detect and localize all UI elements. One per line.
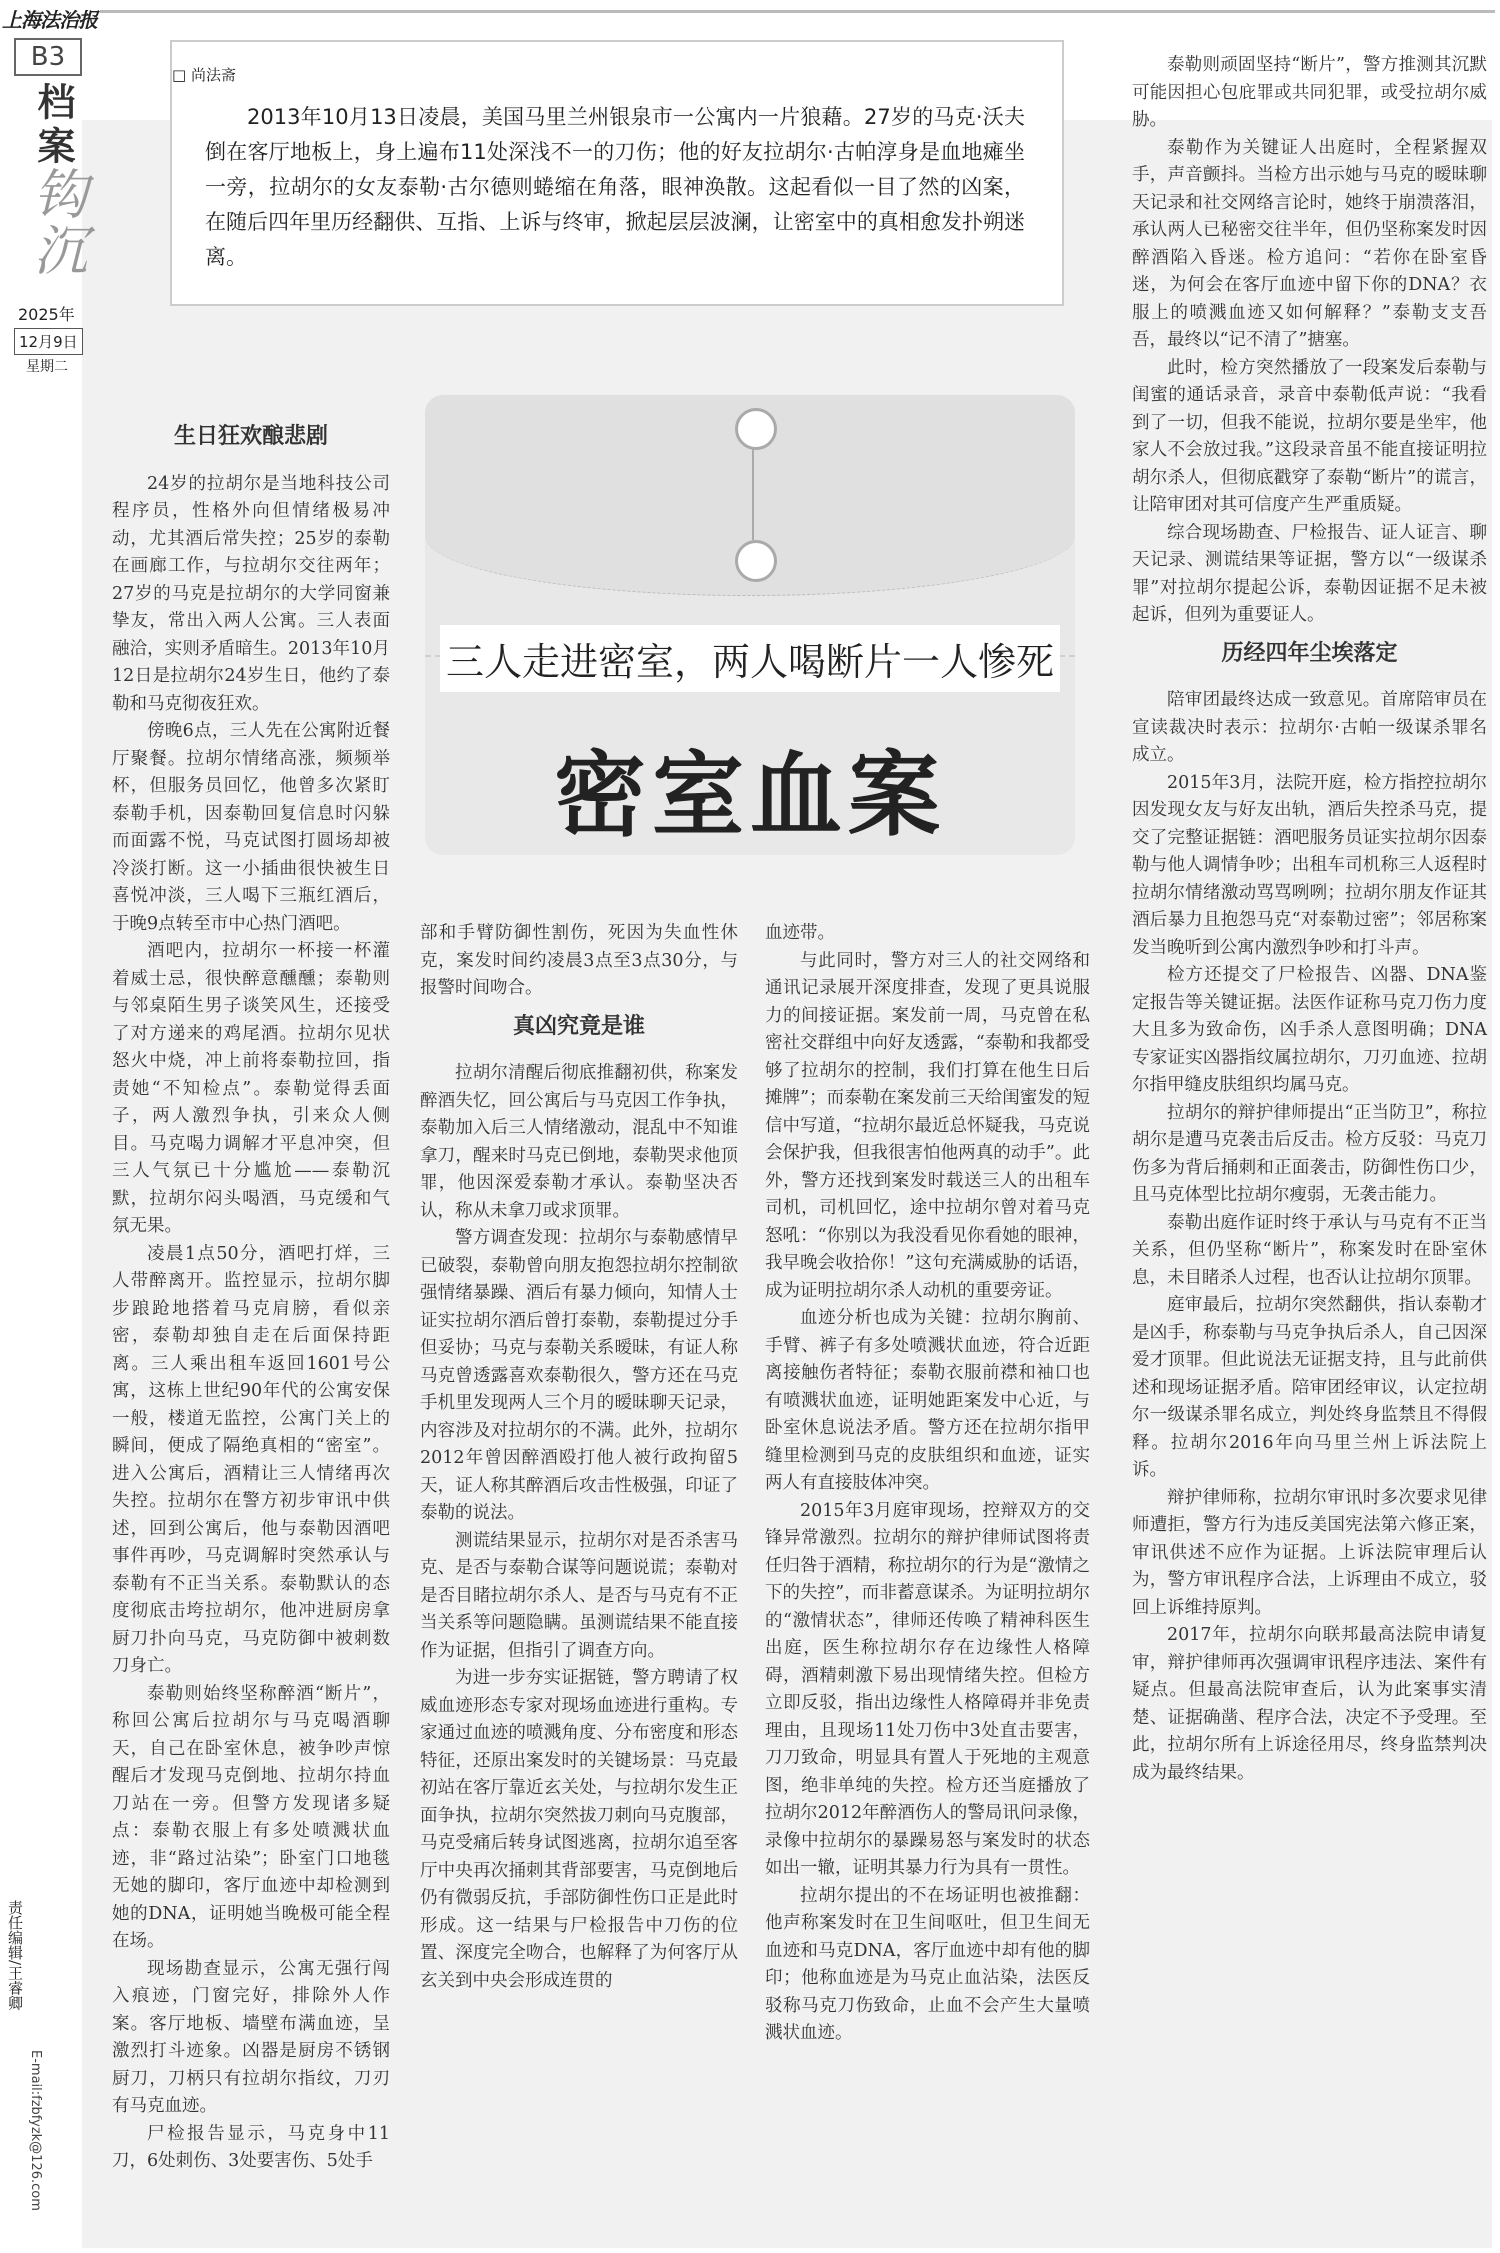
section-name-b: 钩沉	[25, 166, 88, 278]
paragraph: 血迹分析也成为关键：拉胡尔胸前、手臂、裤子有多处喷溅状血迹，符合近距离接触伤者特征；泰勒衣服前襟和袖口也有喷溅状血迹，证明她距案发中心近，与卧室休息说法矛盾。警方还在拉胡尔指甲缝里检测到马克的皮肤组织和血迹，证实两人有直接肢体冲突。	[765, 1308, 1090, 1493]
column-1	[112, 424, 390, 2176]
paragraph: 酒吧内，拉胡尔一杯接一杯灌着威士忌，很快醉意醺醺；泰勒则与邻桌陌生男子谈笑风生，还接受了对方递来的鸡尾酒。拉胡尔见状怒火中烧，冲上前将泰勒拉回，指责她“不知检点”。泰勒觉得丢面子，两人激烈争执，引来众人侧目。马克喝力调解才平息冲突，但三人气氛已十分尴尬——泰勒沉默，拉胡尔闷头喝酒，马克缓和气氛无果。	[112, 941, 390, 1236]
page-number: B3	[14, 38, 82, 76]
paragraph: 2017年，拉胡尔向联邦最高法院申请复审，辩护律师再次强调审讯程序违法、案件有疑点。但最高法院审查后，认为此案事实清楚、证据确凿、程序合法，决定不予受理。至此，拉胡尔所有上诉途径用尽，终身监禁判决成为最终结果。	[1132, 1625, 1487, 1783]
date-year: 2025年	[18, 305, 75, 324]
folder-string	[752, 444, 754, 540]
paragraph: 现场勘查显示，公寓无强行闯入痕迹，门窗完好，排除外人作案。客厅地板、墙壁布满血迹，呈激烈打斗迹象。凶器是厨房不锈钢厨刀，刀柄只有拉胡尔指纹，刀刃有马克血迹。	[112, 1958, 390, 2116]
paragraph: 拉胡尔的辩护律师提出“正当防卫”，称拉胡尔是遭马克袭击后反击。检方反驳：马克刀伤多为背后捅刺和正面袭击，防御性伤口少，且马克体型比拉胡尔瘦弱，无袭击能力。	[1132, 1102, 1487, 1205]
paragraph: 辩护律师称，拉胡尔审讯时多次要求见律师遭拒，警方行为违反美国宪法第六修正案，审讯供述不应作为证据。上诉法院审理后认为，警方审讯程序合法，上诉理由不成立，驳回上诉维持原判。	[1132, 1487, 1487, 1618]
column-2	[420, 920, 738, 1995]
paragraph: 部和手臂防御性割伤，死因为失血性休克，案发时间约凌晨3点至3点30分，与报警时间吻合。	[420, 923, 738, 998]
author-byline: □ 尚法斋	[172, 66, 236, 84]
top-rule	[100, 10, 1495, 13]
folder-button-icon	[735, 540, 777, 582]
paragraph: 血迹带。	[765, 923, 835, 943]
date-weekday: 星期二	[26, 359, 68, 375]
paragraph: 2015年3月，法院开庭，检方指控拉胡尔因发现女友与好友出轨，酒后失控杀马克，提交了完整证据链：酒吧服务员证实拉胡尔因泰勒与他人调情争吵；出租车司机称三人返程时拉胡尔情绪激动骂骂咧咧；拉胡尔朋友作证其酒后暴力且抱怨马克“对泰勒过密”；邻居称案发当晚听到公寓内激烈争吵和打斗声。	[1132, 772, 1487, 958]
paragraph: 陪审团最终达成一致意见。首席陪审员在宣读裁决时表示：拉胡尔·古帕一级谋杀罪名成立。	[1132, 690, 1487, 765]
paragraph: 庭审最后，拉胡尔突然翻供，指认泰勒才是凶手，称泰勒与马克争执后杀人，自己因深爱才顶罪。但此说法无证据支持，且与此前供述和现场证据矛盾。陪审团经审议，认定拉胡尔一级谋杀罪名成立，判处终身监禁且不得假释。拉胡尔2016年向马里兰州上诉法院上诉。	[1132, 1295, 1487, 1480]
paragraph: 傍晚6点，三人先在公寓附近餐厅聚餐。拉胡尔情绪高涨，频频举杯，但服务员回忆，他曾多次紧盯泰勒手机，因泰勒回复信息时闪躲而面露不悦，马克试图打圆场却被冷淡打断。这一小插曲很快被生日喜悦冲淡，三人喝下三瓶红酒后，于晚9点转至市中心热门酒吧。	[112, 721, 390, 934]
paragraph: 此时，检方突然播放了一段案发后泰勒与闺蜜的通话录音，录音中泰勒低声说：“我看到了一切，但我不能说，拉胡尔要是坐牢，他家人不会放过我。”这段录音虽不能直接证明拉胡尔杀人，但彻底戳穿了泰勒“断片”的谎言，让陪审团对其可信度产生严重质疑。	[1132, 357, 1487, 515]
column-3	[765, 920, 1090, 2048]
paragraph: 24岁的拉胡尔是当地科技公司程序员，性格外向但情绪极易冲动，尤其酒后常失控；25岁的泰勒在画廊工作，与拉胡尔交往两年；27岁的马克是拉胡尔的大学同窗兼挚友，常出入两人公寓。三人表面融洽，实则矛盾暗生。2013年10月12日是拉胡尔24岁生日，他约了泰勒和马克彻夜狂欢。	[112, 473, 390, 714]
paragraph: 检方还提交了尸检报告、凶器、DNA鉴定报告等关键证据。法医作证称马克刀伤力度大且多为致命伤，凶手杀人意图明确；DNA专家证实凶器指纹属拉胡尔，刀刃血迹、拉胡尔指甲缝皮肤组织均属马克。	[1132, 965, 1487, 1095]
section-name-a: 档案	[31, 82, 76, 170]
paragraph: 拉胡尔清醒后彻底推翻初供，称案发醉酒失忆，回公寓后与马克因工作争执，泰勒加入后三人情绪激动，混乱中不知谁拿刀，醒来时马克已倒地，泰勒哭求他顶罪，他因深爱泰勒才承认。泰勒坚决否认，称从未拿刀或求顶罪。	[420, 1063, 738, 1221]
article-subtitle: 三人走进密室，两人喝断片一人惨死	[440, 625, 1060, 692]
paragraph: 2015年3月庭审现场，控辩双方的交锋异常激烈。拉胡尔的辩护律师试图将责任归咎于酒精，称拉胡尔的行为是“激情之下的失控”，而非蓄意谋杀。为证明拉胡尔的“激情状态”，律师还传唤了精神科医生出庭，医生称拉胡尔存在边缘性人格障碍，酒精刺激下易出现情绪失控。但检方立即反驳，指出边缘性人格障碍并非免责理由，且现场11处刀伤中3处直击要害，刀刀致命，明显具有置人于死地的主观意图，绝非单纯的失控。检方还当庭播放了拉胡尔2012年醉酒伤人的警局讯问录像，录像中拉胡尔的暴躁易怒与案发时的状态如出一辙，证明其暴力行为具有一贯性。	[765, 1500, 1090, 1878]
paragraph: 与此同时，警方对三人的社交网络和通讯记录展开深度排查，发现了更具说服力的间接证据。案发前一周，马克曾在私密社交群组中向好友透露，“泰勒和我都受够了拉胡尔的控制，我们打算在他生日后摊牌”；而泰勒在案发前三天给闺蜜发的短信中写道，“拉胡尔最近总怀疑我，马克说会保护我，但我很害怕他两真的动手”。此外，警方还找到案发时载送三人的出租车司机，司机回忆，途中拉胡尔曾对着马克怒吼：“你别以为我没看见你看她的眼神，我早晚会收拾你！”这句充满威胁的话语，成为证明拉胡尔杀人动机的重要旁证。	[765, 950, 1090, 1301]
paragraph: 为进一步夯实证据链，警方聘请了权威血迹形态专家对现场血迹进行重构。专家通过血迹的喷溅角度、分布密度和形态特征，还原出案发时的关键场景：马克最初站在客厅靠近玄关处，与拉胡尔发生正面争执，拉胡尔突然拔刀刺向马克腹部，马克受痛后转身试图逃离，拉胡尔追至客厅中央再次捅刺其背部要害，马克倒地后仍有微弱反抗，手部防御性伤口正是此时形成。这一结果与尸检报告中刀伤的位置、深度完全吻合，也解释了为何客厅从玄关到中央会形成连贯的	[420, 1668, 738, 1991]
editor-credit: 责任编辑/王睿卿	[6, 1900, 24, 2011]
summary-text: 2013年10月13日凌晨，美国马里兰州银泉市一公寓内一片狼藉。27岁的马克·沃夫倒在客厅地板上，身上遍布11处深浅不一的刀伤；他的好友拉胡尔·古帕淳身是血地瘫坐一旁，拉胡尔的女友泰勒·古尔德则蜷缩在角落，眼神涣散。这起看似一目了然的凶案，在随后四年里历经翻供、互指、上诉与终审，掀起层层波澜，让密室中的真相愈发扑朔迷离。	[205, 105, 1025, 269]
paragraph: 尸检报告显示，马克身中11刀，6处刺伤、3处要害伤、5处手	[112, 2123, 390, 2171]
paragraph: 警方调查发现：拉胡尔与泰勒感情早已破裂，泰勒曾向朋友抱怨拉胡尔控制欲强情绪暴躁、酒后有暴力倾向，知情人士证实拉胡尔酒后曾打泰勒，泰勒提过分手但妥协；马克与泰勒关系暧昧，有证人称马克曾透露喜欢泰勒很久，警方还在马克手机里发现两人三个月的暧昧聊天记录，内容涉及对拉胡尔的不满。此外，拉胡尔2012年曾因醉酒殴打他人被行政拘留5天，证人称其醉酒后攻击性极强，印证了泰勒的说法。	[420, 1228, 738, 1523]
masthead: 上海法治报	[2, 8, 97, 32]
paragraph: 泰勒作为关键证人出庭时，全程紧握双手，声音颤抖。当检方出示她与马克的暧昧聊天记录和社交网络言论时，她终于崩溃落泪，承认两人已秘密交往半年，但仍坚称案发时因醉酒陷入昏迷。检方追问：“若你在卧室昏迷，为何会在客厅血迹中留下你的DNA？衣服上的喷溅血迹又如何解释？”泰勒支支吾吾，最终以“记不清了”搪塞。	[1132, 137, 1487, 350]
section-heading: 历经四年尘埃落定	[1221, 640, 1398, 666]
column-4	[1132, 52, 1487, 1787]
paragraph: 泰勒则顽固坚持“断片”，警方推测其沉默可能因担心包庇罪或共同犯罪，或受拉胡尔威胁。	[1132, 55, 1487, 130]
paragraph: 凌晨1点50分，酒吧打烊，三人带醉离开。监控显示，拉胡尔脚步踉跄地搭着马克肩膀，看似亲密，泰勒却独自走在后面保持距离。三人乘出租车返回1601号公寓，这栋上世纪90年代的公寓安保一般，楼道无监控，公寓门关上的瞬间，便成了隔绝真相的“密室”。进入公寓后，酒精让三人情绪再次失控。拉胡尔在警方初步审讯中供述，回到公寓后，他与泰勒因酒吧事件再吵，马克调解时突然承认与泰勒有不正当关系。泰勒默认的态度彻底击垮拉胡尔，他冲进厨房拿厨刀扑向马克，马克防御中被刺数刀身亡。	[112, 1243, 390, 1676]
date-month-day: 12月9日	[14, 328, 83, 355]
editor-email: E-mail:fzbfyzk@126.com	[28, 2050, 43, 2211]
paragraph: 泰勒则始终坚称醉酒“断片”，称回公寓后拉胡尔与马克喝酒聊天，自己在卧室休息，被争吵声惊醒后才发现马克倒地、拉胡尔持血刀站在一旁。但警方发现诸多疑点：泰勒衣服上有多处喷溅状血迹，非“路过沾染”；卧室门口地毯无她的脚印，客厅血迹中却检测到她的DNA，证明她当晚极可能全程在场。	[112, 1683, 390, 1951]
section-heading: 生日狂欢酿悲剧	[173, 424, 328, 449]
article-title: 密室血案	[553, 741, 946, 849]
paragraph: 测谎结果显示，拉胡尔对是否杀害马克、是否与泰勒合谋等问题说谎；泰勒对是否目睹拉胡尔杀人、是否与马克有不正当关系等问题隐瞒。虽测谎结果不能直接作为证据，但指引了调查方向。	[420, 1530, 738, 1661]
paragraph: 综合现场勘查、尸检报告、证人证言、聊天记录、测谎结果等证据，警方以“一级谋杀罪”对拉胡尔提起公诉，泰勒因证据不足未被起诉，但列为重要证人。	[1132, 522, 1487, 625]
paragraph: 拉胡尔提出的不在场证明也被推翻：他声称案发时在卫生间呕吐，但卫生间无血迹和马克DNA，客厅血迹中却有他的脚印；他称血迹是为马克止血沾染，法医反驳称马克刀伤致命，止血不会产生大量喷溅状血迹。	[765, 1885, 1090, 2043]
folder-button-icon	[735, 408, 777, 450]
section-heading: 真凶究竟是谁	[512, 1013, 645, 1039]
paragraph: 泰勒出庭作证时终于承认与马克有不正当关系，但仍坚称“断片”，称案发时在卧室休息，未目睹杀人过程，也否认让拉胡尔顶罪。	[1132, 1212, 1487, 1288]
